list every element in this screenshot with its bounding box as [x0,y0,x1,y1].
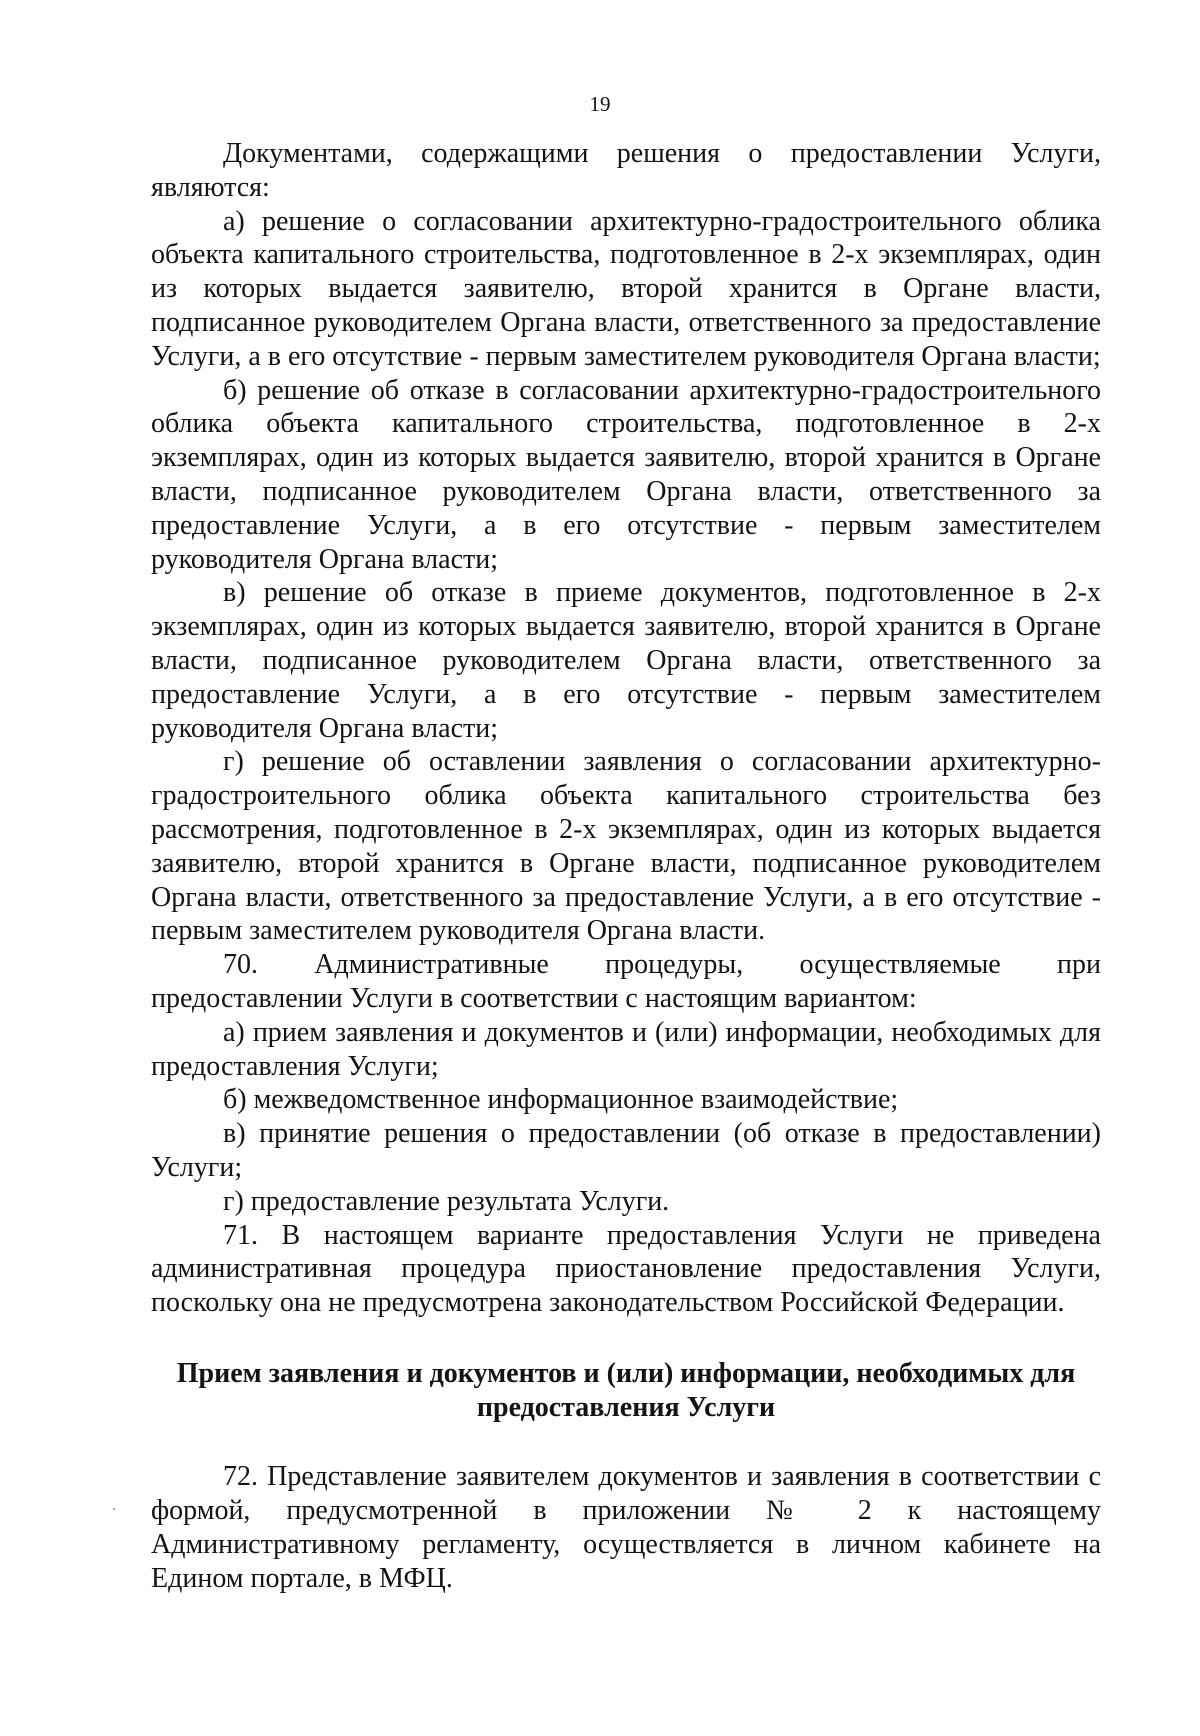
paragraph-clause-70-v: в) принятие решения о предоставлении (об отказе в предоставлении) Услуги; [151,1118,1101,1183]
paragraph-item-b: б) решение об отказе в согласовании архитектурно-градостроительного облика объекта капитального строительства, подготовленное в 2-х экземплярах, один из которых выдается заявителю, второй хранится в Органе власти, подписанное руководителем Органа власти, ответственного за предоставление Услуги, а в его отсутствие - первым заместителем руководителя Органа власти; [151,374,1101,575]
document-body [151,137,1101,1596]
paragraph-item-g: г) решение об оставлении заявления о согласовании архитектурно-градостроительного облика объекта капитального строительства без рассмотрения, подготовленное в 2-х экземплярах, один из которых выдается заявителю, второй хранится в Органе власти, подписанное руководителем Органа власти, ответственного за предоставление Услуги, а в его отсутствие - первым заместителем руководителя Органа власти. [151,746,1101,947]
paragraph-clause-71: 71. В настоящем варианте предоставления Услуги не приведена административная процедура приостановление предоставления Услуги, поскольку она не предусмотрена законодательством Российской Федерации. [151,1219,1101,1319]
section-heading: Прием заявления и документов и (или) информации, необходимых для предоставления Услуги [176,1357,1076,1423]
paragraph-clause-70: 70. Административные процедуры, осуществляемые при предоставлении Услуги в соответствии с настоящим вариантом: [151,949,1101,1014]
paragraph-item-v: в) решение об отказе в приеме документов, подготовленное в 2-х экземплярах, один из которых выдается заявителю, второй хранится в Органе власти, подписанное руководителем Органа власти, ответственного за предоставление Услуги, а в его отсутствие - первым заместителем руководителя Органа власти; [151,577,1101,744]
paragraph-clause-70-a: а) прием заявления и документов и (или) информации, необходимых для предоставления Услуги; [151,1016,1101,1082]
paragraph-item-a: а) решение о согласовании архитектурно-градостроительного облика объекта капитального строительства, подготовленное в 2-х экземплярах, один из которых выдается заявителю, второй хранится в Органе власти, подписанное руководителем Органа власти, ответственного за предоставление Услуги, а в его отсутствие - первым заместителем руководителя Органа власти; [151,205,1101,372]
scan-speck [113,1508,115,1510]
paragraph-clause-70-g: г) предоставление результата Услуги. [223,1185,670,1217]
paragraph-clause-70-b: б) межведомственное информационное взаимодействие; [223,1084,899,1116]
paragraph-clause-72: 72. Представление заявителем документов и заявления в соответствии с формой, предусмотренной в приложении № 2 к настоящему Административному регламенту, осуществляется в личном кабинете на Едином портале, в МФЦ. [151,1461,1101,1594]
page-number: 19 [589,92,611,116]
paragraph-intro: Документами, содержащими решения о предоставлении Услуги, являются: [151,138,1101,203]
